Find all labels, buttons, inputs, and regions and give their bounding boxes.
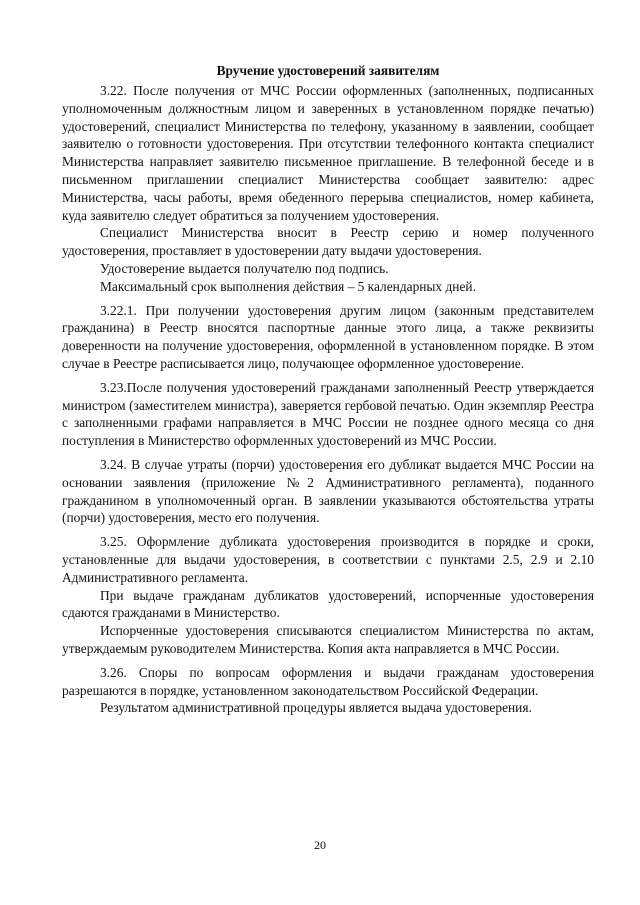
paragraph-signature: Удостоверение выдается получателю под подпись. <box>100 260 389 276</box>
paragraph-result: Результатом административной процедуры является выдача удостоверения. <box>100 700 532 716</box>
paragraph-max-term: Максимальный срок выполнения действия – 5 календарных дней. <box>100 278 476 294</box>
paragraph-registry-entry: Специалист Министерства вносит в Реестр серию и номер полученного удостоверения, проставляет в удостоверении дату выдачи удостоверения. <box>62 225 594 259</box>
paragraph-3-23: 3.23.После получения удостоверений гражданами заполненный Реестр утверждается министром (заместителем министра), заверяется гербовой печатью. Один экземпляр Реестра с заполненными графами направляется в МЧС России не позднее одного месяца со дня поступления в Министерство оформленных удостоверений из МЧС России. <box>62 379 594 449</box>
paragraph-duplicate-issue: При выдаче гражданам дубликатов удостоверений, испорченные удостоверения сдаются гражданами в Министерство. <box>62 587 594 621</box>
paragraph-3-22: 3.22. После получения от МЧС России оформленных (заполненных, подписанных уполномоченным должностным лицом и заверенных в установленном порядке печатью) удостоверений, специалист Министерства по телефону, указанному в заявлении, сообщает заявителю о готовности удостоверения. При отсутствии телефонного контакта специалист Министерства направляет заявителю письменное приглашение. В телефонной беседе и в письменном приглашении специалист Министерства сообщает заявителю: адрес Министерства, часы работы, время обеденного перерыва специалистов, номер кабинета, куда заявителю следует обратиться за получением удостоверения. <box>62 83 594 223</box>
paragraph-3-25: 3.25. Оформление дубликата удостоверения производится в порядке и сроки, установленные для выдачи удостоверения, в соответствии с пунктами 2.5, 2.9 и 2.10 Административного регламента. <box>62 534 594 585</box>
section-title: Вручение удостоверений заявителям <box>216 63 440 78</box>
paragraph-3-26: 3.26. Споры по вопросам оформления и выдачи гражданам удостоверения разрешаются в порядке, установленном законодательством Российской Федерации. <box>62 664 594 698</box>
page-number: 20 <box>314 838 326 852</box>
document-page <box>62 62 594 717</box>
paragraph-3-24: 3.24. В случае утраты (порчи) удостоверения его дубликат выдается МЧС России на основании заявления (приложение №2 Административного регламента), поданного гражданином в уполномоченный орган. В заявлении указываются обстоятельства утраты (порчи) удостоверения, место его получения. <box>62 456 594 526</box>
paragraph-3-22-1: 3.22.1. При получении удостоверения другим лицом (законным представителем гражданина) в Реестр вносятся паспортные данные этого лица, а также реквизиты доверенности на получение удостоверения, оформленной в установленном порядке. В этом случае в Реестре расписывается лицо, получающее оформленное удостоверение. <box>62 302 594 371</box>
paragraph-spoiled-writeoff: Испорченные удостоверения списываются специалистом Министерства по актам, утверждаемым руководителем Министерства. Копия акта направляется в МЧС России. <box>62 623 594 656</box>
